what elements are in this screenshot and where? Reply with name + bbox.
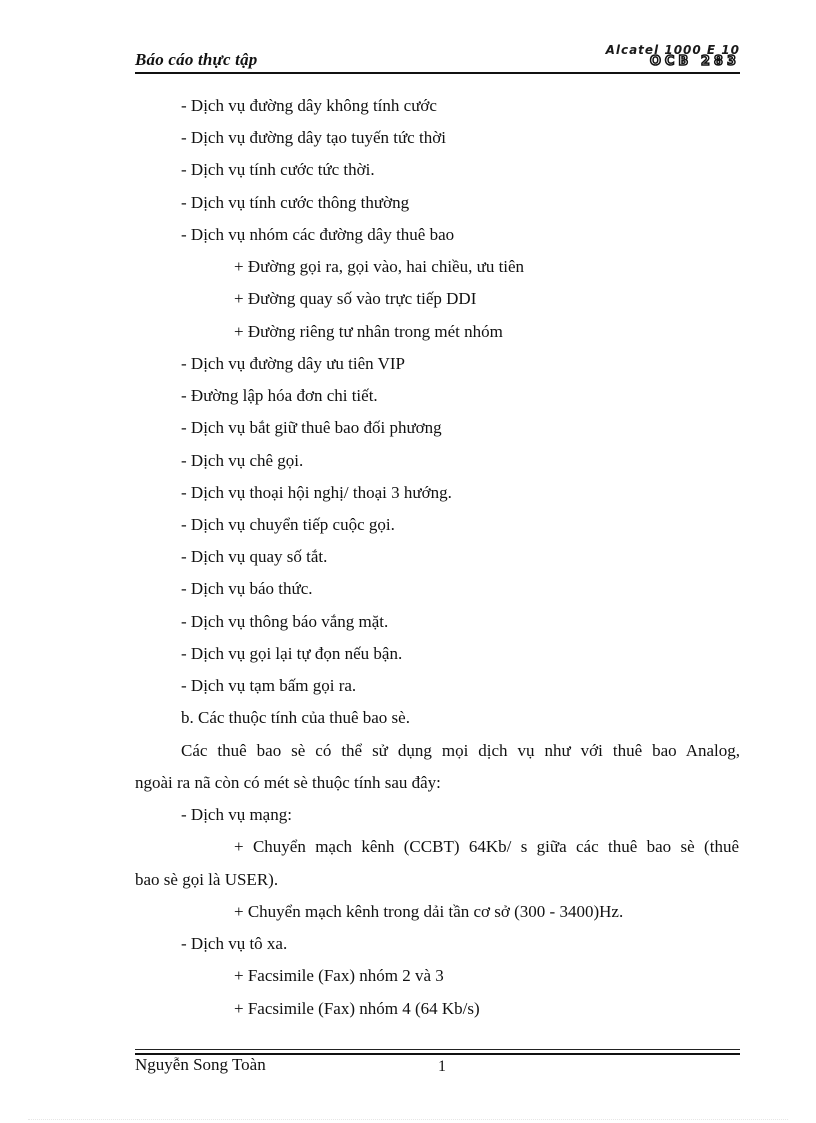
text-line: - Dịch vụ quay số tắt. [181,547,328,566]
text-line: + Facsimile (Fax) nhóm 4 (64 Kb/s) [234,999,480,1018]
text-line: + Chuyển mạch kênh trong dải tần cơ sở (300 - 3400)Hz. [234,902,624,921]
text-line: - Dịch vụ báo thức. [181,579,313,598]
text-line: + Đường quay số vào trực tiếp DDI [234,289,477,308]
text-line: - Dịch vụ mạng: [181,805,292,824]
text-line: - Dịch vụ đường dây không tính cước [181,96,437,115]
text-line: - Dịch vụ chuyển tiếp cuộc gọi. [181,515,395,534]
page-header [135,44,740,74]
text-line: - Đường lập hóa đơn chi tiết. [181,386,378,405]
paragraph-line: ngoài ra nã còn có mét sè thuộc tính sau đây: [135,773,441,792]
page-edge-divider [28,1119,788,1120]
section-heading: b. Các thuộc tính của thuê bao sè. [181,708,410,727]
text-line: - Dịch vụ bắt giữ thuê bao đối phương [181,418,442,437]
header-rule [135,72,740,74]
text-line: - Dịch vụ đường dây tạo tuyến tức thời [181,128,446,147]
page-number: 1 [438,1058,446,1075]
paragraph-line: Các thuê bao sè có thể sử dụng mọi dịch vụ như với thuê bao Analog, [181,741,740,760]
text-line: - Dịch vụ thoại hội nghị/ thoại 3 hướng. [181,483,452,502]
text-line: + Facsimile (Fax) nhóm 2 và 3 [234,966,444,985]
text-line: - Dịch vụ nhóm các đường dây thuê bao [181,225,455,244]
alcatel-logo [582,44,740,70]
text-line: - Dịch vụ tính cước thông thường [181,193,410,212]
footer-author: Nguyễn Song Toàn [135,1055,266,1074]
text-line: + Đường riêng tư nhân trong mét nhóm [234,322,503,341]
text-line: - Dịch vụ tính cước tức thời. [181,160,375,179]
text-line: - Dịch vụ tạm bấm gọi ra. [181,676,357,695]
text-line: - Dịch vụ gọi lại tự đọn nếu bận. [181,644,403,663]
footer-rule [135,1049,740,1050]
header-title: Báo cáo thực tập [135,50,258,69]
logo-line-2: OCB 283 [649,54,740,69]
paragraph-line: + Chuyển mạch kênh (CCBT) 64Kb/ s giữa các thuê bao sè (thuê [234,837,739,856]
logo-line-1: Alcatel 1000 E 10 [605,43,740,57]
text-line: - Dịch vụ thông báo vắng mặt. [181,612,389,631]
text-line: + Đường gọi ra, gọi vào, hai chiều, ưu tiên [234,257,525,276]
text-line: - Dịch vụ tô xa. [181,934,288,953]
paragraph-line: bao sè gọi là USER). [135,870,279,889]
text-line: - Dịch vụ chê gọi. [181,451,304,470]
text-line: - Dịch vụ đường dây ưu tiên VIP [181,354,405,373]
